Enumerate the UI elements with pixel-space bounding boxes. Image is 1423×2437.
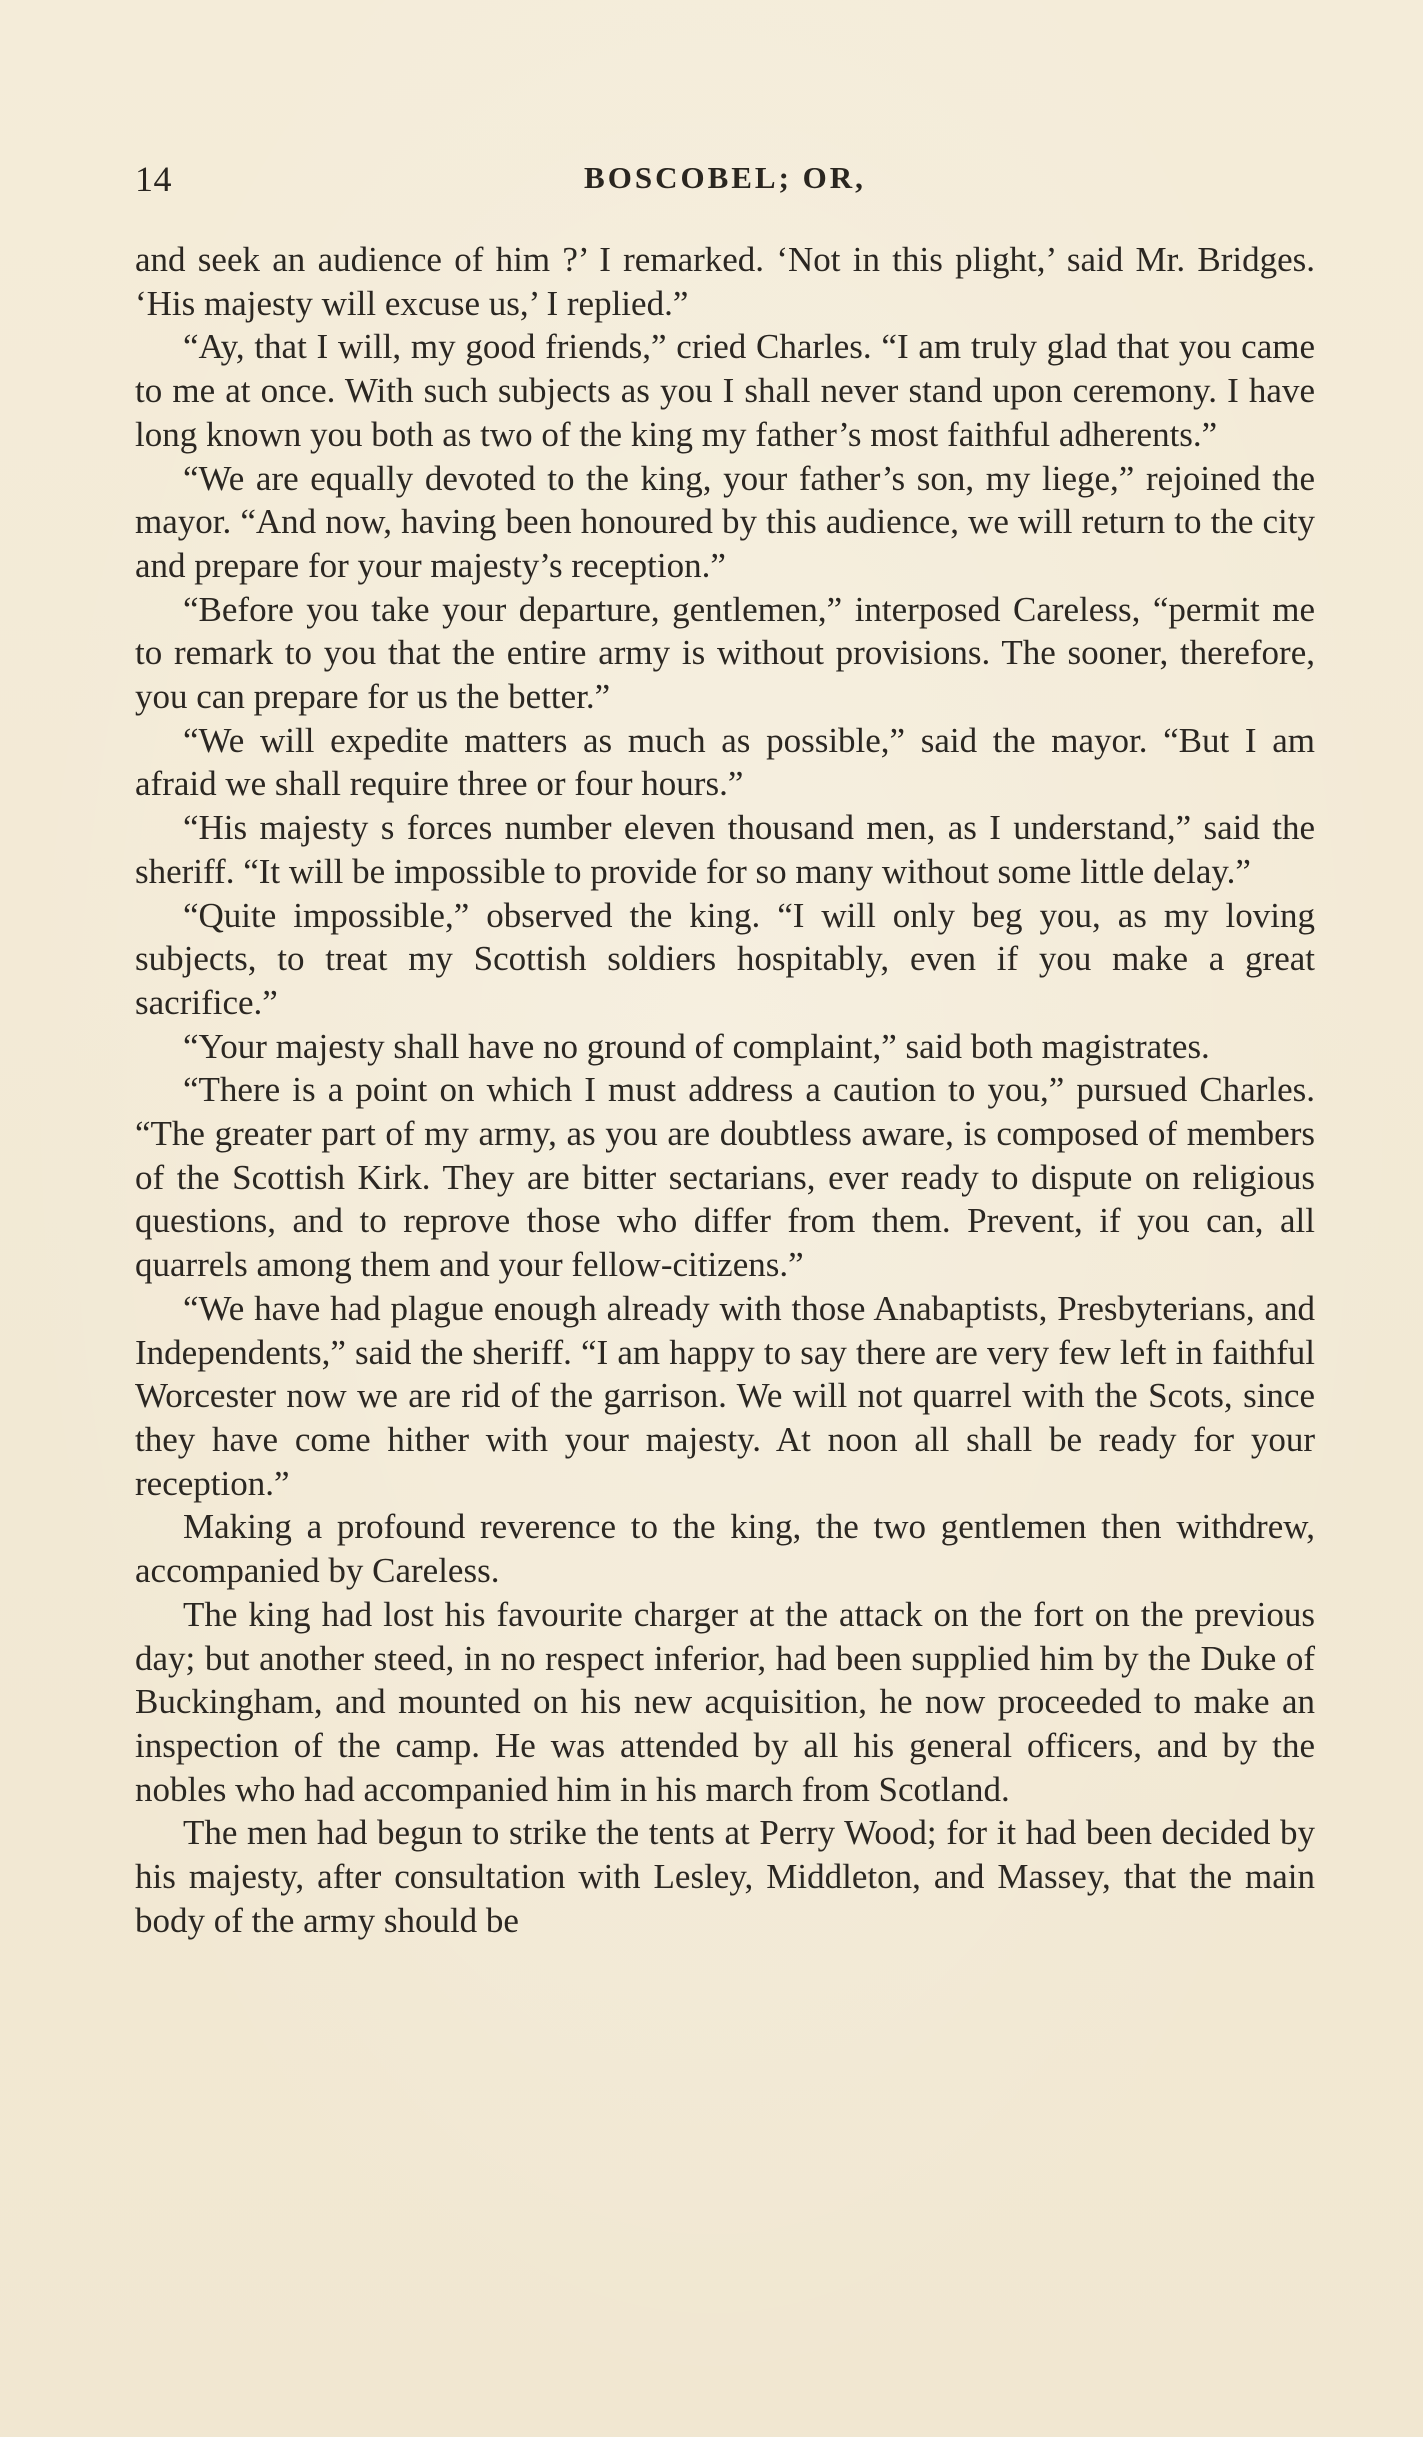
paragraph: “Ay, that I will, my good friends,” cried Charles. “I am truly glad that you came to me at once. With such subjects as you I shall never stand upon ceremony. I have long known you both as two of the king my father’s most faithful adherents.” — [135, 327, 1315, 454]
paragraph: “His majesty s forces number eleven thousand men, as I understand,” said the sheriff. “It will be impossible to provide for so many without some little delay.” — [135, 808, 1315, 891]
paragraph: “There is a point on which I must address a caution to you,” pursued Charles. “The greater part of my army, as you are doubtless aware, is composed of members of the Scottish Kirk. They are bitter sectarians, ever ready to dispute on religious questions, and to reprove those who differ from them. Prevent, if you can, all quarrels among them and your fellow-citizens.” — [135, 1070, 1315, 1285]
paragraph: “Your majesty shall have no ground of complaint,” said both magistrates. — [183, 1026, 1210, 1066]
paragraph: “Before you take your departure, gentlemen,” interposed Careless, “permit me to remark to you that the entire army is without provisions. The sooner, therefore, you can prepare for us the better.” — [135, 589, 1315, 717]
page-number: 14 — [135, 159, 172, 199]
paragraph: “We will expedite matters as much as possible,” said the mayor. “But I am afraid we shall require three or four hours.” — [135, 720, 1315, 804]
body-text — [135, 238, 1315, 1942]
paragraph: Making a profound reverence to the king, the two gentlemen then withdrew, accompanied by Careless. — [135, 1507, 1315, 1591]
paragraph: “We are equally devoted to the king, your father’s son, my liege,” rejoined the mayor. “And now, having been honoured by this audience, we will return to the city and prepare for your majesty’s reception.” — [135, 458, 1315, 585]
paragraph-continued: and seek an audience of him ?’ I remarked. ‘Not in this plight,’ said Mr. Bridges. ‘His majesty will excuse us,’ I replied.” — [135, 240, 1315, 323]
running-head: BOSCOBEL; OR, — [584, 160, 866, 195]
page-header — [135, 158, 1315, 208]
paragraph: The king had lost his favourite charger at the attack on the fort on the previous day; but another steed, in no respect inferior, had been supplied him by the Duke of Buckingham, and mounted on his new acquisition, he now proceeded to make an inspection of the camp. He was attended by all his general officers, and by the nobles who had accompanied him in his march from Scotland. — [135, 1594, 1315, 1809]
paragraph: The men had begun to strike the tents at Perry Wood; for it had been decided by his majesty, after consultation with Lesley, Middleton, and Massey, that the main body of the army should be — [135, 1813, 1315, 1940]
paragraph: “We have had plague enough already with those Anabaptists, Presbyterians, and Independents,” said the sheriff. “I am happy to say there are very few left in faithful Worcester now we are rid of the garrison. We will not quarrel with the Scots, since they have come hither with your majesty. At noon all shall be ready for your reception.” — [135, 1288, 1315, 1503]
paragraph: “Quite impossible,” observed the king. “I will only beg you, as my loving subjects, to treat my Scottish soldiers hospitably, even if you make a great sacrifice.” — [135, 895, 1315, 1022]
